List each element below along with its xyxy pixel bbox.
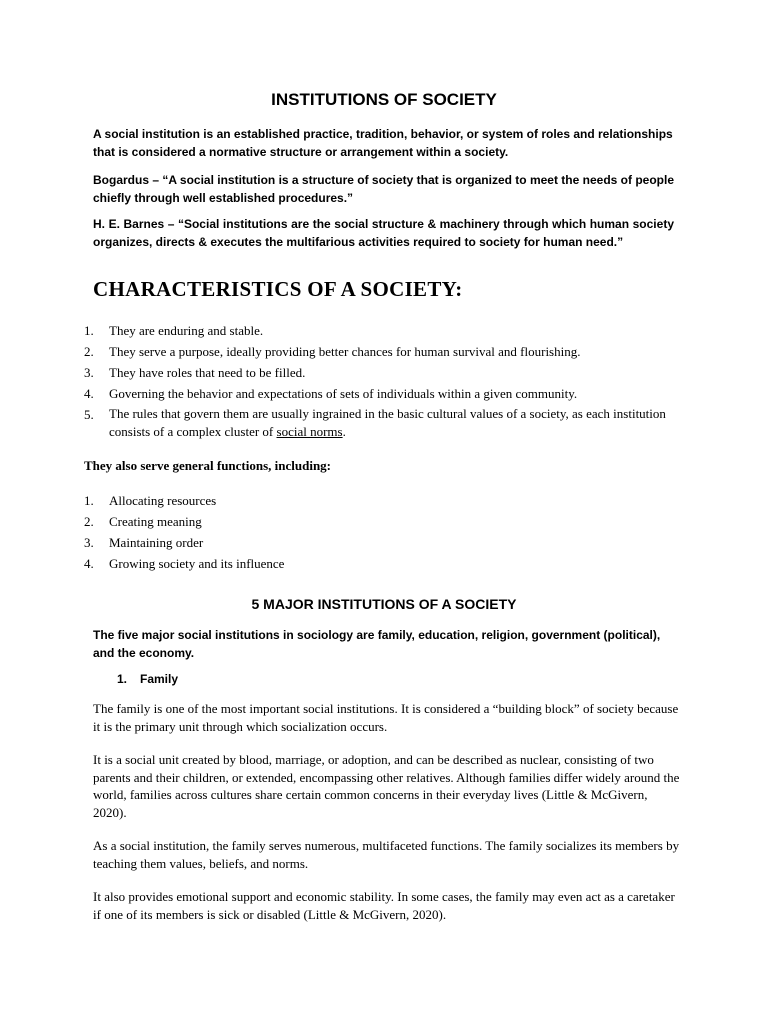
list-text: Maintaining order [109,535,204,550]
barnes-text: H. E. Barnes – “Social institutions are the social structure & machinery through which human society organizes, directs & executes the multifarious activities required to society for human need.” [93,217,674,249]
list-text: Governing the behavior and expectations of sets of individuals within a given community. [109,386,578,401]
major-intro-text: The five major social institutions in sociology are family, education, religion, government (political), and the economy. [93,628,661,660]
intro-paragraph [93,125,674,161]
family-paragraph-4: It also provides emotional support and economic stability. In some cases, the family may even act as a caretaker if one of its members is sick or disabled (Little & McGivern, 2020). [93,889,675,922]
characteristics-heading: CHARACTERISTICS OF A SOCIETY: [93,277,463,301]
list-number: 4. [84,386,94,401]
list-text: Creating meaning [109,514,202,529]
list-item [84,341,680,362]
list-number: 1. [84,323,94,338]
list-text: Allocating resources [109,493,217,508]
list-number: 1. [84,493,94,508]
bogardus-definition [93,171,674,207]
list-text-end: . [342,424,346,439]
list-text-with-link [109,404,680,441]
subheading-label: Family [140,672,179,686]
list-number: 3. [84,535,94,550]
list-item [84,362,680,383]
list-number: 5. [84,407,94,422]
list-item [84,553,680,574]
list-number: 2. [84,344,94,359]
list-item [84,532,680,553]
family-paragraph-3: As a social institution, the family serves numerous, multifaceted functions. The family socializes its members by teaching them values, beliefs, and norms. [93,838,680,871]
list-text: Growing society and its influence [109,556,285,571]
subheading-number: 1. [117,672,128,686]
social-norms-link[interactable]: social norms [276,424,343,439]
list-number: 3. [84,365,94,380]
functions-list [84,490,680,574]
barnes-definition [93,215,674,251]
characteristics-list [84,320,680,441]
list-text: They have roles that need to be filled. [109,365,306,380]
list-item [84,511,680,532]
major-institutions-intro [93,626,673,662]
family-paragraph-1: The family is one of the most important social institutions. It is considered a “building block” of society because it is the primary unit through which socialization occurs. [93,701,679,734]
family-subheading [117,672,178,686]
list-item [84,320,680,341]
list-item [84,404,680,441]
list-item [84,383,680,404]
functions-heading: They also serve general functions, including: [84,458,332,473]
list-text: They are enduring and stable. [109,323,264,338]
major-institutions-heading: 5 MAJOR INSTITUTIONS OF A SOCIETY [251,596,517,612]
list-text: The rules that govern them are usually ingrained in the basic cultural values of a society, as each institution consists of a complex cluster of [109,406,666,439]
list-text: They serve a purpose, ideally providing better chances for human survival and flourishing. [109,344,581,359]
family-paragraph-2: It is a social unit created by blood, marriage, or adoption, and can be described as nuclear, consisting of two parents and their children, or extended, encompassing other relatives. Although families differ widely around the world, families across cultures share certain common concerns in their everyday lives (Little & McGivern, 2020). [93,752,680,820]
list-number: 4. [84,556,94,571]
list-number: 2. [84,514,94,529]
bogardus-text: Bogardus – “A social institution is a structure of society that is organized to meet the needs of people chiefly through well established procedures.” [93,173,674,205]
page-title: INSTITUTIONS OF SOCIETY [271,90,497,109]
intro-text: A social institution is an established practice, tradition, behavior, or system of roles and relationships that is considered a normative structure or arrangement within a society. [93,127,673,159]
list-item [84,490,680,511]
